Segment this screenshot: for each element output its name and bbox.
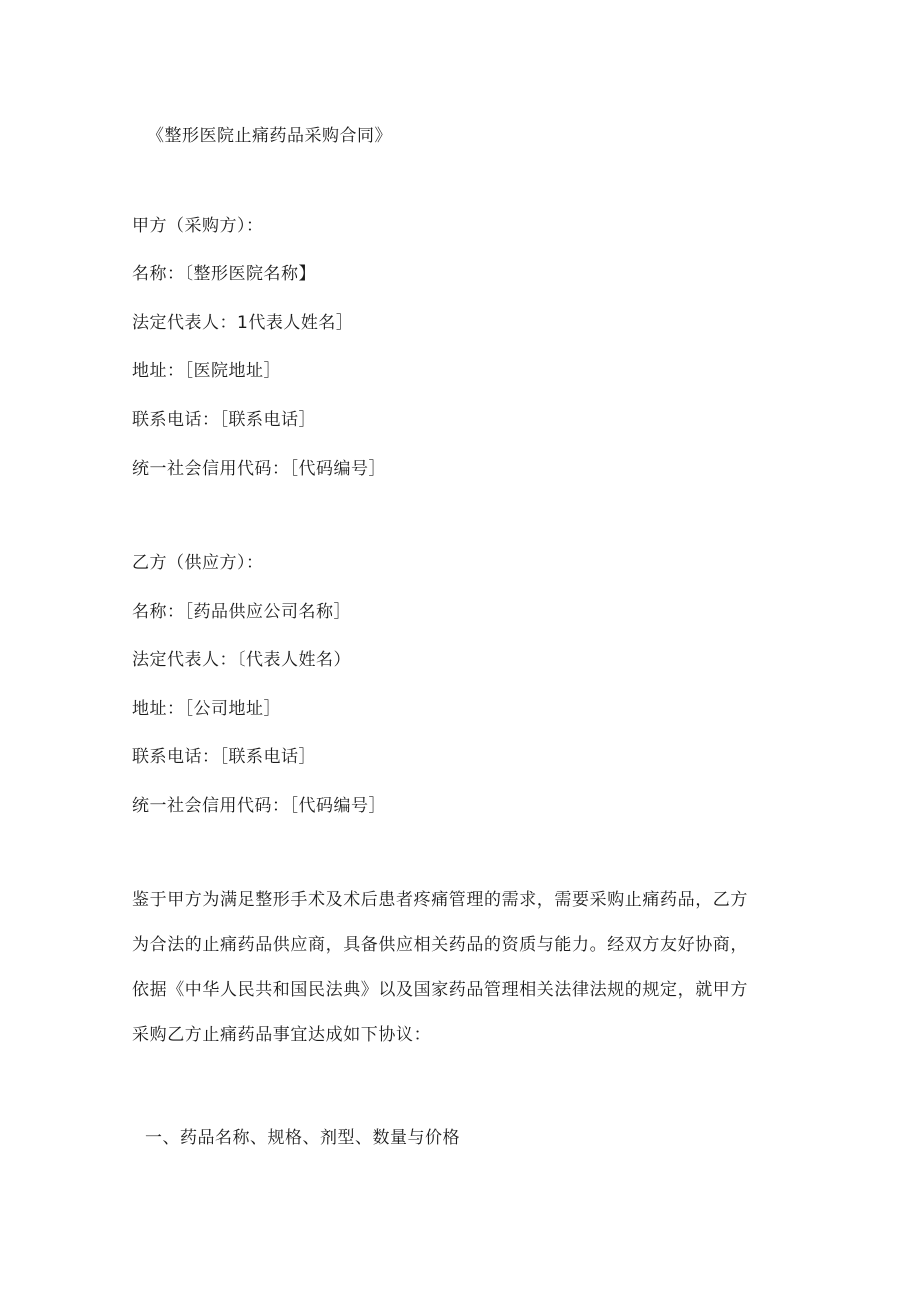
section-1-heading: 一、药品名称、规格、剂型、数量与价格	[145, 1128, 460, 1148]
party-b-address: 地址：［公司地址］	[132, 699, 281, 719]
party-a-credit-code: 统一社会信用代码：［代码编号］	[132, 459, 386, 479]
party-a-representative: 法定代表人：1代表人姓名］	[132, 313, 354, 333]
party-a-heading: 甲方（采购方）：	[132, 216, 264, 236]
contract-title: 《整形医院止痛药品采购合同》	[147, 126, 392, 146]
party-b-representative: 法定代表人：〔代表人姓名）	[132, 650, 351, 670]
preamble-paragraph	[132, 888, 792, 1068]
party-a-phone: 联系电话：［联系电话］	[132, 410, 316, 430]
party-b-name: 名称：［药品供应公司名称］	[132, 602, 351, 622]
party-a-name: 名称：〔整形医院名称】	[132, 264, 316, 284]
preamble-line: 鉴于甲方为满足整形手术及术后患者疼痛管理的需求，需要采购止痛药品，乙方	[132, 890, 748, 910]
party-a-address: 地址：［医院地址］	[132, 361, 281, 381]
party-b-phone: 联系电话：［联系电话］	[132, 747, 316, 767]
party-b-heading: 乙方（供应方）：	[132, 553, 264, 573]
preamble-line: 依据《中华人民共和国民法典》以及国家药品管理相关法律法规的规定，就甲方	[132, 980, 748, 1000]
party-b-credit-code: 统一社会信用代码：［代码编号］	[132, 796, 386, 816]
preamble-line: 采购乙方止痛药品事宜达成如下协议：	[132, 1025, 432, 1045]
preamble-line: 为合法的止痛药品供应商，具备供应相关药品的资质与能力。经双方友好协商，	[132, 935, 748, 955]
